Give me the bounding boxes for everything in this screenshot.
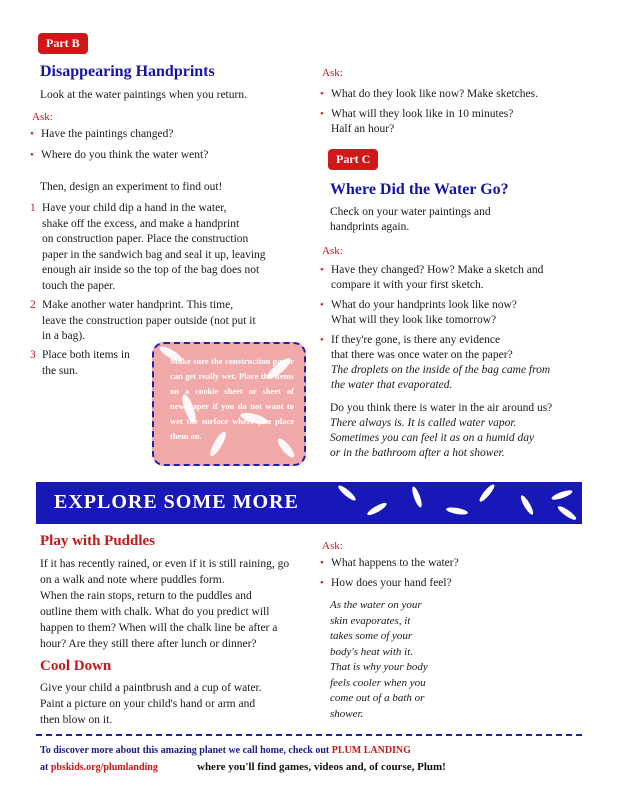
part-b-question-2: • Where do you think the water went? bbox=[30, 148, 208, 163]
answer-line: As the water on your bbox=[330, 599, 422, 611]
part-c-intro bbox=[330, 205, 491, 235]
step-line: leave the construction paper outside (not put it bbox=[42, 314, 256, 327]
question-line: • If they're gone, is there any evidence bbox=[331, 334, 501, 346]
question-line: What will they look like tomorrow? bbox=[331, 314, 497, 326]
bottom-question-1: • What happens to the water? bbox=[320, 556, 459, 571]
question-line: compare it with your first sketch. bbox=[331, 279, 484, 291]
answer-line: Sometimes you can feel it as on a humid day bbox=[330, 432, 535, 444]
question-extra: Half an hour? bbox=[331, 123, 395, 135]
answer-line: skin evaporates, it bbox=[330, 614, 411, 627]
footer-text: at bbox=[40, 762, 49, 773]
flower-petal bbox=[410, 486, 423, 509]
part-c-badge: Part C bbox=[328, 149, 378, 170]
puddles-text bbox=[40, 556, 295, 652]
answer-line: takes some of your bbox=[330, 630, 413, 642]
part-c-question-4 bbox=[330, 401, 600, 461]
answer-line: come out of a bath or bbox=[330, 692, 425, 704]
banner-title: EXPLORE SOME MORE bbox=[54, 491, 299, 513]
cool-down-text bbox=[40, 680, 300, 728]
part-c-question-2 bbox=[320, 298, 590, 328]
step-line: Have your child dip a hand in the water, bbox=[42, 202, 227, 214]
step-line: on construction paper. Place the construction bbox=[42, 233, 249, 245]
footer-line-2 bbox=[40, 762, 158, 773]
question-line: that there was once water on the paper? bbox=[331, 349, 513, 361]
flower-petal bbox=[446, 506, 469, 516]
part-c-question-3 bbox=[320, 333, 590, 393]
step-number: 3 bbox=[30, 349, 36, 361]
question-line: • Have they changed? How? Make a sketch and bbox=[331, 264, 544, 276]
flower-petal bbox=[478, 483, 497, 504]
part-b-badge: Part B bbox=[38, 33, 88, 54]
part-b-design: Then, design an experiment to find out! bbox=[40, 181, 223, 193]
puddles-title: Play with Puddles bbox=[40, 533, 156, 549]
pbskids-link[interactable]: pbskids.org/plumlanding bbox=[50, 762, 158, 773]
bottom-question-2: • How does your hand feel? bbox=[320, 576, 452, 591]
answer-line: There always is. It is called water vapor. bbox=[330, 417, 517, 429]
part-b-question-1: • Have the paintings changed? bbox=[30, 127, 174, 142]
question-line: Do you think there is water in the air around us? bbox=[330, 402, 553, 414]
para-line: Give your child a paintbrush and a cup of water. bbox=[40, 682, 262, 694]
right-question-1: • What do they look like now? Make sketches. bbox=[320, 87, 538, 102]
para-line: When the rain stops, return to the puddles and bbox=[40, 590, 252, 602]
part-b-intro: Look at the water paintings when you return. bbox=[40, 89, 247, 101]
answer-line: feels cooler when you bbox=[330, 676, 426, 689]
step-line: Make another water handprint. This time, bbox=[42, 299, 234, 311]
answer-line: shower. bbox=[330, 707, 364, 720]
step-number: 2 bbox=[30, 299, 36, 311]
footer-tagline: where you'll find games, videos and, of course, Plum! bbox=[197, 761, 446, 773]
part-b-title: Disappearing Handprints bbox=[40, 63, 215, 80]
step-line: touch the paper. bbox=[42, 279, 116, 292]
part-c-question-1 bbox=[320, 263, 590, 293]
footer-line-1 bbox=[40, 745, 411, 756]
bottom-ask-label: Ask: bbox=[322, 540, 343, 552]
answer-line: body's heat with it. bbox=[330, 645, 414, 658]
part-b-ask-label: Ask: bbox=[32, 111, 53, 123]
flower-petal bbox=[556, 504, 577, 522]
para-line: Paint a picture on your child's hand or arm and bbox=[40, 698, 256, 710]
step-line: enough air inside so the top of the bag does not bbox=[42, 264, 260, 276]
flower-petal bbox=[519, 494, 535, 516]
right-question-2 bbox=[320, 107, 570, 137]
answer-line: the water that evaporated. bbox=[331, 379, 453, 391]
step-line: shake off the excess, and make a handprint bbox=[42, 217, 240, 230]
para-line: outline them with chalk. What do you predict will bbox=[40, 606, 270, 618]
footer-text: To discover more about this amazing planet we call home, check out bbox=[40, 745, 330, 756]
part-c-title: Where Did the Water Go? bbox=[330, 181, 509, 198]
answer-line: The droplets on the inside of the bag came from bbox=[331, 364, 551, 376]
bottom-answer bbox=[330, 598, 490, 722]
right-ask-label: Ask: bbox=[322, 67, 343, 79]
cool-down-title: Cool Down bbox=[40, 658, 112, 674]
step-2 bbox=[30, 298, 300, 345]
step-number: 1 bbox=[30, 202, 36, 214]
step-line: Place both items in bbox=[42, 349, 130, 361]
explore-banner bbox=[36, 482, 582, 524]
para-line: happen to them? When will the chalk line be after a bbox=[40, 622, 278, 634]
para-line: If it has recently rained, or even if it is still raining, go on a walk and note where puddles form. bbox=[40, 558, 290, 586]
footer-divider bbox=[36, 734, 582, 736]
part-c-ask-label: Ask: bbox=[322, 245, 343, 257]
step-line: paper in the sandwich bag and seal it up, leaving bbox=[42, 248, 266, 261]
tip-sticker bbox=[152, 342, 306, 466]
step-line: the sun. bbox=[42, 364, 78, 377]
flower-petal bbox=[337, 484, 358, 503]
para-line: then blow on it. bbox=[40, 714, 113, 726]
step-1 bbox=[30, 201, 300, 294]
tip-text: Make sure the construction paper can get really wet. Place the items on a cookie sheet or sheet of newspaper if you do not want to wet the surface where you place them on. bbox=[170, 356, 294, 441]
answer-line: or in the bathroom after a hot shower. bbox=[330, 447, 505, 459]
question-line: • What do your handprints look like now? bbox=[331, 299, 517, 311]
para-line: hour? Are they still there after lunch or dinner? bbox=[40, 638, 257, 650]
question-text: • What will they look like in 10 minutes? bbox=[331, 108, 514, 120]
intro-line: handprints again. bbox=[330, 221, 410, 233]
intro-line: Check on your water paintings and bbox=[330, 206, 491, 218]
flower-petal bbox=[366, 501, 388, 517]
answer-line: That is why your body bbox=[330, 661, 428, 673]
step-3 bbox=[30, 348, 160, 379]
flower-petal bbox=[551, 488, 574, 501]
plum-landing-link[interactable]: PLUM LANDING bbox=[331, 745, 411, 756]
step-line: in a bag). bbox=[42, 330, 86, 342]
